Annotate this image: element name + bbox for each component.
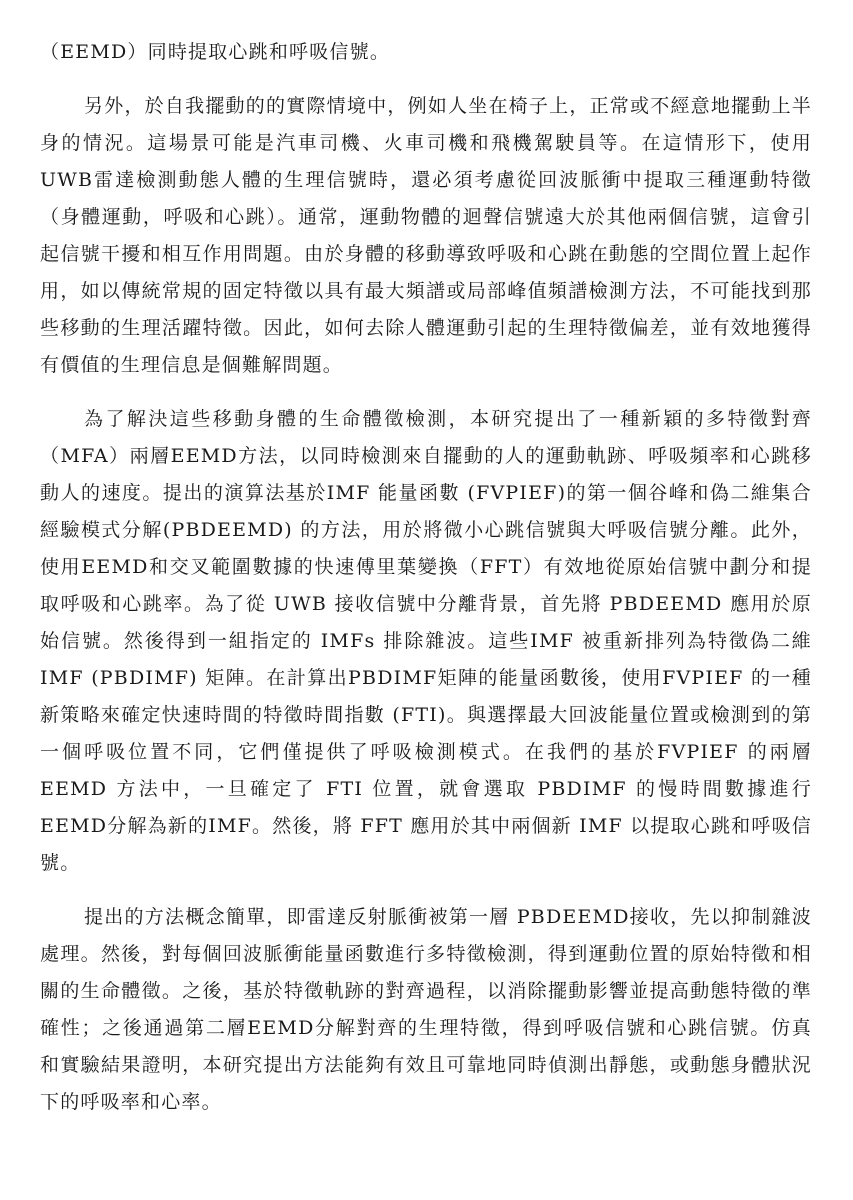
document-page (40, 34, 812, 1138)
paragraph-method-summary: 提出的方法概念簡單，即雷達反射脈衝被第一層 PBDEEMD接收，先以抑制雜波處理。然後，對每個回波脈衝能量函數進行多特徵檢測，得到運動位置的原始特徵和相關的生命體徵。之後，基於特徵軌跡的對齊過程，以消除擺動影響並提高動態特徵的準確性；之後通過第二層EEMD分解對齊的生理特徵，得到呼吸信號和心跳信號。仿真和實驗結果證明，本研究提出方法能夠有效且可靠地同時偵測出靜態，或動態身體狀況下的呼吸率和心率。 (40, 906, 812, 1113)
paragraph-continuation: （EEMD）同時提取心跳和呼吸信號。 (40, 41, 391, 63)
paragraph-motion-context: 另外，於自我擺動的的實際情境中，例如人坐在椅子上，正常或不經意地擺動上半身的情況。這場景可能是汽車司機、火車司機和飛機駕駛員等。在這情形下，使用UWB雷達檢測動態人體的生理信號時，還必須考慮從回波脈衝中提取三種運動特徵（身體運動，呼吸和心跳）。通常，運動物體的迴聲信號遠大於其他兩個信號，這會引起信號干擾和相互作用問題。由於身體的移動導致呼吸和心跳在動態的空間位置上起作用，如以傳統常規的固定特徵以具有最大頻譜或局部峰值頻譜檢測方法，不可能找到那些移動的生理活躍特徵。因此，如何去除人體運動引起的生理特徵偏差，並有效地獲得有價值的生理信息是個難解問題。 (40, 95, 812, 376)
paragraph-proposed-method: 為了解決這些移動身體的生命體徵檢測，本研究提出了一種新穎的多特徵對齊（MFA）兩層EEMD方法，以同時檢測來自擺動的人的運動軌跡、呼吸頻率和心跳移動人的速度。提出的演算法基於IMF 能量函數 (FVPIEF)的第一個谷峰和偽二維集合經驗模式分解(PBDEEMD) 的方法，用於將微小心跳信號與大呼吸信號分離。此外，使用EEMD和交叉範圍數據的快速傅里葉變換（FFT）有效地從原始信號中劃分和提取呼吸和心跳率。為了從 UWB 接收信號中分離背景，首先將 PBDEEMD 應用於原始信號。然後得到一組指定的 IMFs 排除雜波。這些IMF 被重新排列為特徵偽二維IMF (PBDIMF) 矩陣。在計算出PBDIMF矩陣的能量函數後，使用FVPIEF 的一種新策略來確定快速時間的特徵時間指數 (FTI)。與選擇最大回波能量位置或檢測到的第一個呼吸位置不同，它們僅提供了呼吸檢測模式。在我們的基於FVPIEF 的兩層 EEMD 方法中，一旦確定了 FTI 位置，就會選取 PBDIMF 的慢時間數據進行 EEMD分解為新的IMF。然後，將 FFT 應用於其中兩個新 IMF 以提取心跳和呼吸信號。 (40, 408, 812, 874)
